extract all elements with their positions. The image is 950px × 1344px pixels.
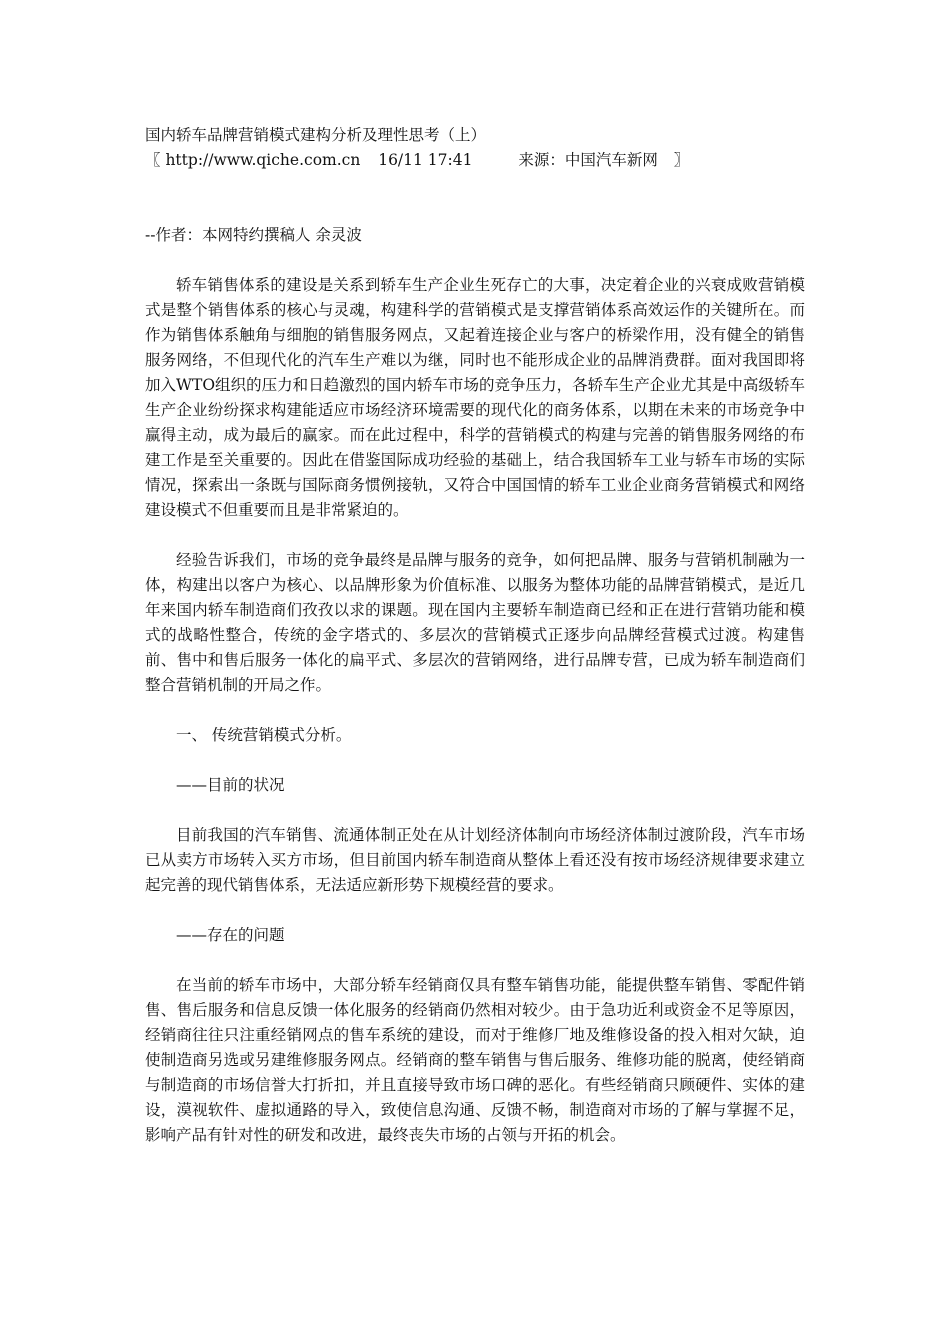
body-paragraph-2: 经验告诉我们，市场的竞争最终是品牌与服务的竞争，如何把品牌、服务与营销机制融为一体，构建出以客户为核心、以品牌形象为价值标准、以服务为整体功能的品牌营销模式，是近几年来国内轿车制造商们孜孜以求的课题。现在国内主要轿车制造商已经和正在进行营销功能和模式的战略性整合，传统的金字塔式的、多层次的营销模式正逐步向品牌经营模式过渡。构建售前、售中和售后服务一体化的扁平式、多层次的营销网络，进行品牌专营，已成为轿车制造商们整合营销机制的开局之作。 xyxy=(145,551,805,694)
meta-datetime: 16/11 17:41 xyxy=(378,151,473,169)
article-author: --作者：本网特约撰稿人 余灵波 xyxy=(145,226,362,244)
body-paragraph-problems: 在当前的轿车市场中，大部分轿车经销商仅具有整车销售功能，能提供整车销售、零配件销售、售后服务和信息反馈一体化服务的经销商仍然相对较少。由于急功近利或资金不足等原因，经销商往往只注重经销网点的售车系统的建设，而对于维修厂地及维修设备的投入相对欠缺，迫使制造商另选或另建维修服务网点。经销商的整车销售与售后服务、维修功能的脱离，使经销商与制造商的市场信誉大打折扣，并且直接导致市场口碑的恶化。有些经销商只顾硬件、实体的建设，漠视软件、虚拟通路的导入，致使信息沟通、反馈不畅，制造商对市场的了解与掌握不足，影响产品有针对性的研发和改进，最终丧失市场的占领与开拓的机会。 xyxy=(145,976,805,1144)
document-page xyxy=(145,123,805,1148)
meta-url: http://www.qiche.com.cn xyxy=(165,151,361,169)
body-paragraph-status: 目前我国的汽车销售、流通体制正处在从计划经济体制向市场经济体制过渡阶段，汽车市场已从卖方市场转入买方市场，但目前国内轿车制造商从整体上看还没有按市场经济规律要求建立起完善的现代销售体系，无法适应新形势下规模经营的要求。 xyxy=(145,826,805,894)
meta-open-bracket: 〖 xyxy=(145,151,161,169)
meta-source: 来源：中国汽车新网 xyxy=(518,151,658,169)
article-title: 国内轿车品牌营销模式建构分析及理性思考（上） xyxy=(145,126,487,144)
subheading-problems: ——存在的问题 xyxy=(176,926,285,944)
article-meta xyxy=(145,148,805,173)
section-heading-1: 一、 传统营销模式分析。 xyxy=(176,726,352,744)
subheading-current-status: ——目前的状况 xyxy=(176,776,285,794)
body-paragraph-1: 轿车销售体系的建设是关系到轿车生产企业生死存亡的大事，决定着企业的兴衰成败营销模式是整个销售体系的核心与灵魂，构建科学的营销模式是支撑营销体系高效运作的关键所在。而作为销售体系触角与细胞的销售服务网点，又起着连接企业与客户的桥梁作用，没有健全的销售服务网络，不但现代化的汽车生产难以为继，同时也不能形成企业的品牌消费群。面对我国即将加入WTO组织的压力和日趋激烈的国内轿车市场的竞争压力，各轿车生产企业尤其是中高级轿车生产企业纷纷探求构建能适应市场经济环境需要的现代化的商务体系，以期在未来的市场竞争中赢得主动，成为最后的赢家。而在此过程中，科学的营销模式的构建与完善的销售服务网络的布建工作是至关重要的。因此在借鉴国际成功经验的基础上，结合我国轿车工业与轿车市场的实际情况，探索出一条既与国际商务惯例接轨，又符合中国国情的轿车工业企业商务营销模式和网络建设模式不但重要而且是非常紧迫的。 xyxy=(145,276,805,519)
meta-close-bracket: 〗 xyxy=(673,151,690,169)
